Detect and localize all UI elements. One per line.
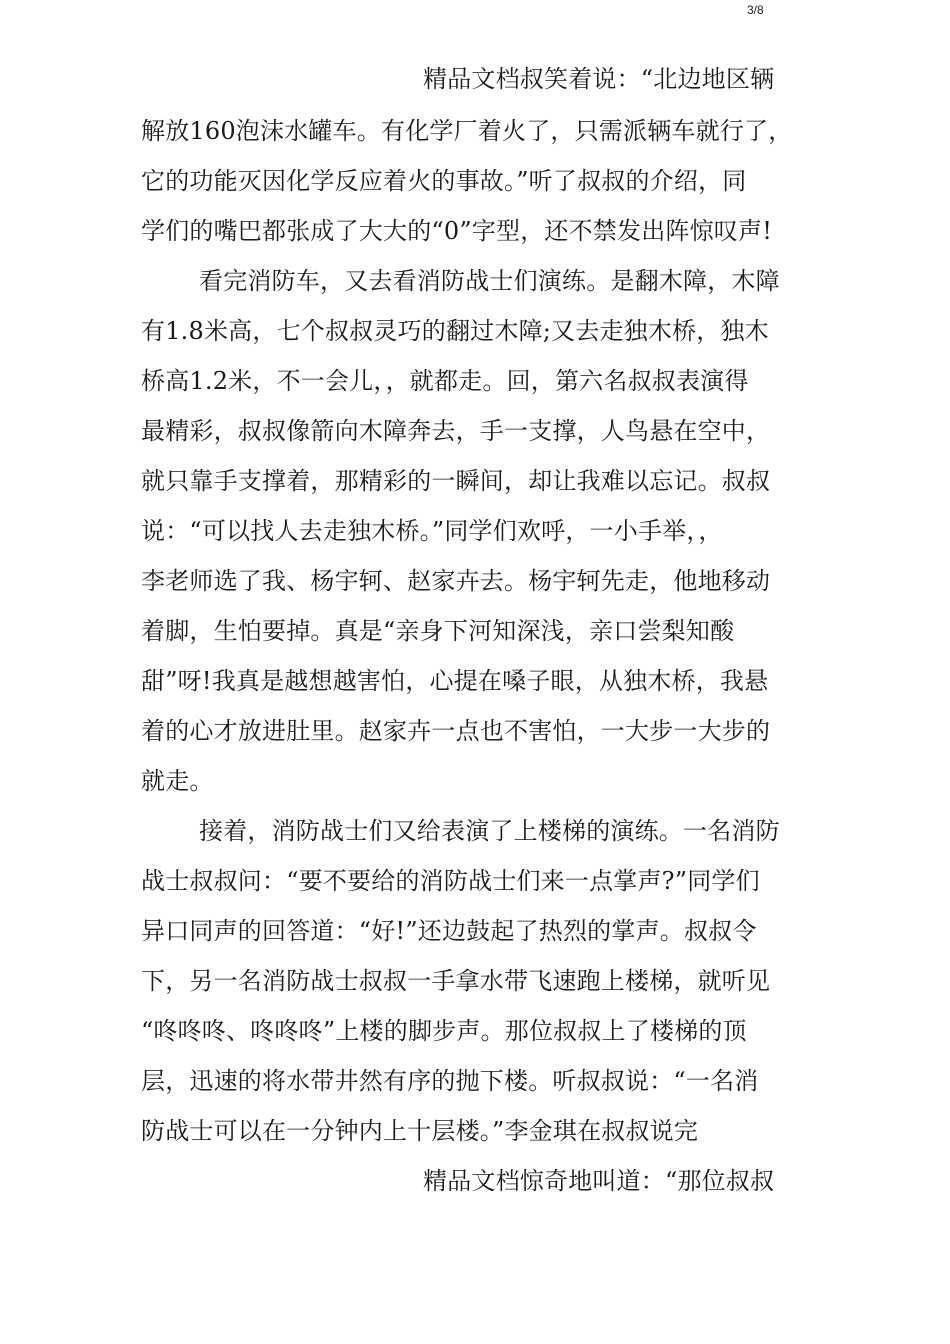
text-line: 最精彩，叔叔像箭向木障奔去，手一支撑，人鸟悬在空中， xyxy=(141,417,771,445)
text-line: 就只靠手支撑着，那精彩的一瞬间，却让我难以忘记。叔叔 xyxy=(141,467,771,495)
text-line: 下，另一名消防战士叔叔一手拿水带飞速跑上楼梯，就听见 xyxy=(141,967,771,995)
page-number: 3/8 xyxy=(747,3,764,17)
text-line: 它的功能灭因化学反应着火的事故。”听了叔叔的介绍，同 xyxy=(141,167,747,195)
text-line: 甜”呀!我真是越想越害怕，心提在嗓子眼，从独木桥，我悬 xyxy=(141,667,769,695)
text-line: “咚咚咚、咚咚咚”上楼的脚步声。那位叔叔上了楼梯的顶 xyxy=(141,1017,747,1045)
text-line: 学们的嘴巴都张成了大大的“0”字型，还不禁发出阵惊叹声! xyxy=(141,217,773,245)
text-line: 异口同声的回答道：“好!”还边鼓起了热烈的掌声。叔叔令 xyxy=(141,917,757,945)
text-line: 看完消防车，又去看消防战士们演练。是翻木障，木障 xyxy=(199,267,780,295)
text-line: 接着，消防战士们又给表演了上楼梯的演练。一名消防 xyxy=(199,817,780,845)
text-line: 桥高1.2米，不一会儿，，就都走。回，第六名叔叔表演得 xyxy=(141,367,749,395)
text-line: 战士叔叔问：“要不要给的消防战士们来一点掌声?”同学们 xyxy=(141,867,760,895)
text-line: 着脚，生怕要掉。真是“亲身下河知深浅，亲口尝梨知酸 xyxy=(141,617,735,645)
text-line: 就走。 xyxy=(141,767,214,795)
text-line: 有1.8米高，七个叔叔灵巧的翻过木障;又去走独木桥，独木 xyxy=(141,317,769,345)
text-line: 层，迅速的将水带井然有序的抛下楼。听叔叔说：“一名消 xyxy=(141,1067,759,1095)
text-line: 精品文档叔笑着说：“北边地区辆 xyxy=(423,65,775,93)
text-line: 精品文档惊奇地叫道：“那位叔叔 xyxy=(423,1167,775,1195)
text-line: 解放160泡沫水罐车。有化学厂着火了，只需派辆车就行了， xyxy=(141,117,793,145)
text-line: 防战士可以在一分钟内上十层楼。”李金琪在叔叔说完 xyxy=(141,1117,699,1145)
text-line: 李老师选了我、杨宇轲、赵家卉去。杨宇轲先走，他地移动 xyxy=(141,567,771,595)
text-line: 说：“可以找人去走独木桥。”同学们欢呼，一小手举，， xyxy=(141,517,723,545)
text-line: 着的心才放进肚里。赵家卉一点也不害怕，一大步一大步的 xyxy=(141,717,771,745)
